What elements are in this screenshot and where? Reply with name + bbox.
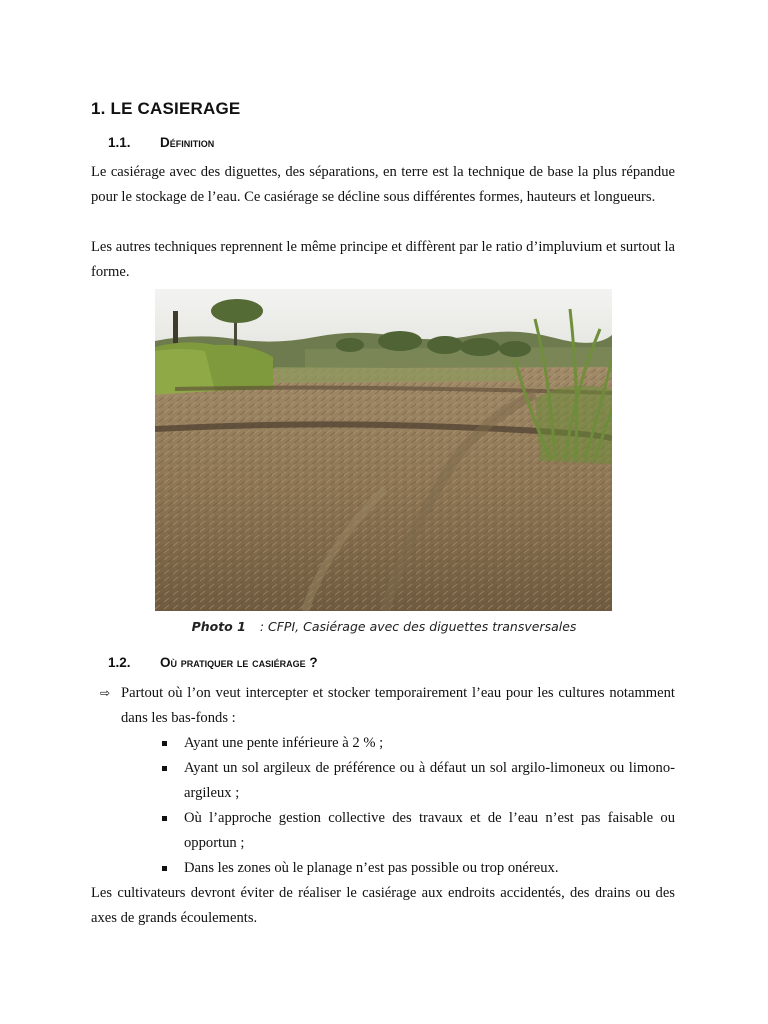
where-intro bbox=[100, 681, 675, 731]
photo-caption-label: Photo 1 bbox=[191, 619, 246, 634]
where-intro-text: Partout où l’on veut intercepter et stocker temporairement l’eau pour les cultures notamment dans les bas-fonds : bbox=[121, 685, 675, 726]
photo-caption-text: : CFPI, Casiérage avec des diguettes transversales bbox=[259, 619, 577, 634]
list-item: Dans les zones où le planage n’est pas possible ou trop onéreux. bbox=[160, 856, 675, 881]
subsection-heading-definition bbox=[108, 135, 214, 150]
square-bullet-icon bbox=[162, 741, 167, 746]
list-item: Ayant un sol argileux de préférence ou à défaut un sol argilo-limoneux ou limono-argileux ; bbox=[160, 756, 675, 806]
subsection-title: Où pratiquer le casiérage ? bbox=[160, 655, 318, 670]
section-number: 1. bbox=[91, 99, 106, 118]
subsection-number: 1.2. bbox=[108, 655, 131, 670]
criteria-list bbox=[160, 731, 675, 881]
paragraph-other-techniques: Les autres techniques reprennent le même principe et diffèrent par le ratio d’impluvium et surtout la forme. bbox=[91, 239, 675, 280]
list-item: Ayant une pente inférieure à 2 % ; bbox=[160, 731, 675, 756]
subsection-title: Définition bbox=[160, 135, 215, 150]
field-photo bbox=[155, 289, 612, 611]
square-bullet-icon bbox=[162, 766, 167, 771]
section-title: LE CASIERAGE bbox=[110, 99, 241, 118]
photo-caption bbox=[0, 619, 768, 634]
section-heading bbox=[91, 99, 240, 119]
right-arrow-outline-icon: ⇨ bbox=[100, 686, 111, 700]
paragraph-closing: Les cultivateurs devront éviter de réaliser le casiérage aux endroits accidentés, des drains ou des axes de grands écoulements. bbox=[91, 885, 675, 926]
square-bullet-icon bbox=[162, 816, 167, 821]
subsection-heading-where bbox=[108, 655, 318, 670]
paragraph-definition: Le casiérage avec des diguettes, des séparations, en terre est la technique de base la plus répandue pour le stockage de l’eau. Ce casiérage se décline sous différentes formes, hauteurs et longueurs. bbox=[91, 164, 675, 205]
square-bullet-icon bbox=[162, 866, 167, 871]
subsection-number: 1.1. bbox=[108, 135, 131, 150]
list-item: Où l’approche gestion collective des travaux et de l’eau n’est pas faisable ou opportun ; bbox=[160, 806, 675, 856]
field-photo-illustration bbox=[155, 289, 612, 611]
